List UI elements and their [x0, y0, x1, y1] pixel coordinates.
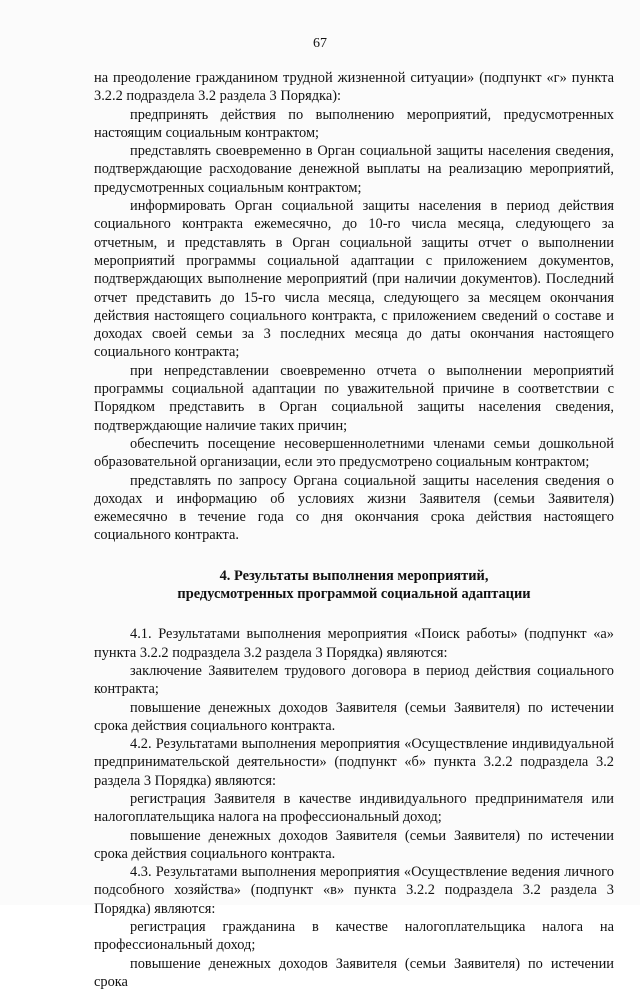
paragraph: регистрация гражданина в качестве налогоплательщика налога на профессиональный доход; — [94, 919, 614, 954]
paragraph: повышение денежных доходов Заявителя (семьи Заявителя) по истечении срока — [94, 955, 614, 990]
paragraph: предпринять действия по выполнению мероприятий, предусмотренных настоящим социальным контрактом; — [94, 106, 614, 141]
paragraph: представлять по запросу Органа социальной защиты населения сведения о доходах и информацию об условиях жизни Заявителя (семьи Заявителя) ежемесячно в течение года со дня окончания срока действия настоящего социального контракта. — [94, 472, 614, 544]
paragraph: регистрация Заявителя в качестве индивидуального предпринимателя или налогоплательщика налога на профессиональный доход; — [94, 790, 614, 826]
paragraph: заключение Заявителем трудового договора в период действия социального контракта; — [94, 662, 614, 698]
paragraph: на преодоление гражданином трудной жизненной ситуации» (подпункт «г» пункта 3.2.2 подраздела 3.2 раздела 3 Порядка): — [94, 70, 614, 105]
paragraph: повышение денежных доходов Заявителя (семьи Заявителя) по истечении срока действия социального контракта. — [94, 827, 614, 862]
paragraph: представлять своевременно в Орган социальной защиты населения сведения, подтверждающие расходование денежной выплаты на реализацию мероприятий, предусмотренных социальным контрактом; — [94, 143, 614, 196]
section-heading-line: предусмотренных программой социальной адаптации — [177, 586, 531, 603]
document-body — [94, 69, 614, 991]
paragraph: 4.3. Результатами выполнения мероприятия «Осуществление ведения личного подсобного хозяйства» (подпункт «в» пункта 3.2.2 подраздела 3.2 раздела 3 Порядка) являются: — [94, 864, 614, 917]
page-number: 67 — [313, 36, 327, 51]
paragraph: повышение денежных доходов Заявителя (семьи Заявителя) по истечении срока действия социального контракта. — [94, 699, 614, 734]
section-heading-line: 4. Результаты выполнения мероприятий, — [219, 567, 489, 584]
section-heading — [94, 567, 614, 604]
paragraph: при непредставлении своевременно отчета о выполнении мероприятий программы социальной адаптации по уважительной причине в соответствии с Порядком представить в Орган социальной защиты населения сведения, подтверждающие наличие таких причин; — [94, 362, 614, 434]
paragraph: 4.1. Результатами выполнения мероприятия «Поиск работы» (подпункт «а» пункта 3.2.2 подраздела 3.2 раздела 3 Порядка) являются: — [94, 626, 614, 661]
paragraph: обеспечить посещение несовершеннолетними членами семьи дошкольной образовательной организации, если это предусмотрено социальным контрактом; — [94, 435, 614, 471]
paragraph: 4.2. Результатами выполнения мероприятия «Осуществление индивидуальной предпринимательской деятельности» (подпункт «б» пункта 3.2.2 подраздела 3.2 раздела 3 Порядка) являются: — [94, 736, 614, 789]
paragraph: информировать Орган социальной защиты населения в период действия социального контракта ежемесячно, до 10-го числа месяца, следующего за отчетным, и представлять в Орган социальной защиты отчет о выполнении мероприятий программы социальной адаптации с приложением документов, подтверждающих выполнение мероприятий (при наличии документов). Последний отчет представить до 15-го числа месяца, следующего за месяцем окончания действия настоящего социального контракта, с приложением сведений о составе и доходах своей семьи за 3 последних месяца до даты окончания настоящего социального контракта; — [94, 198, 614, 361]
